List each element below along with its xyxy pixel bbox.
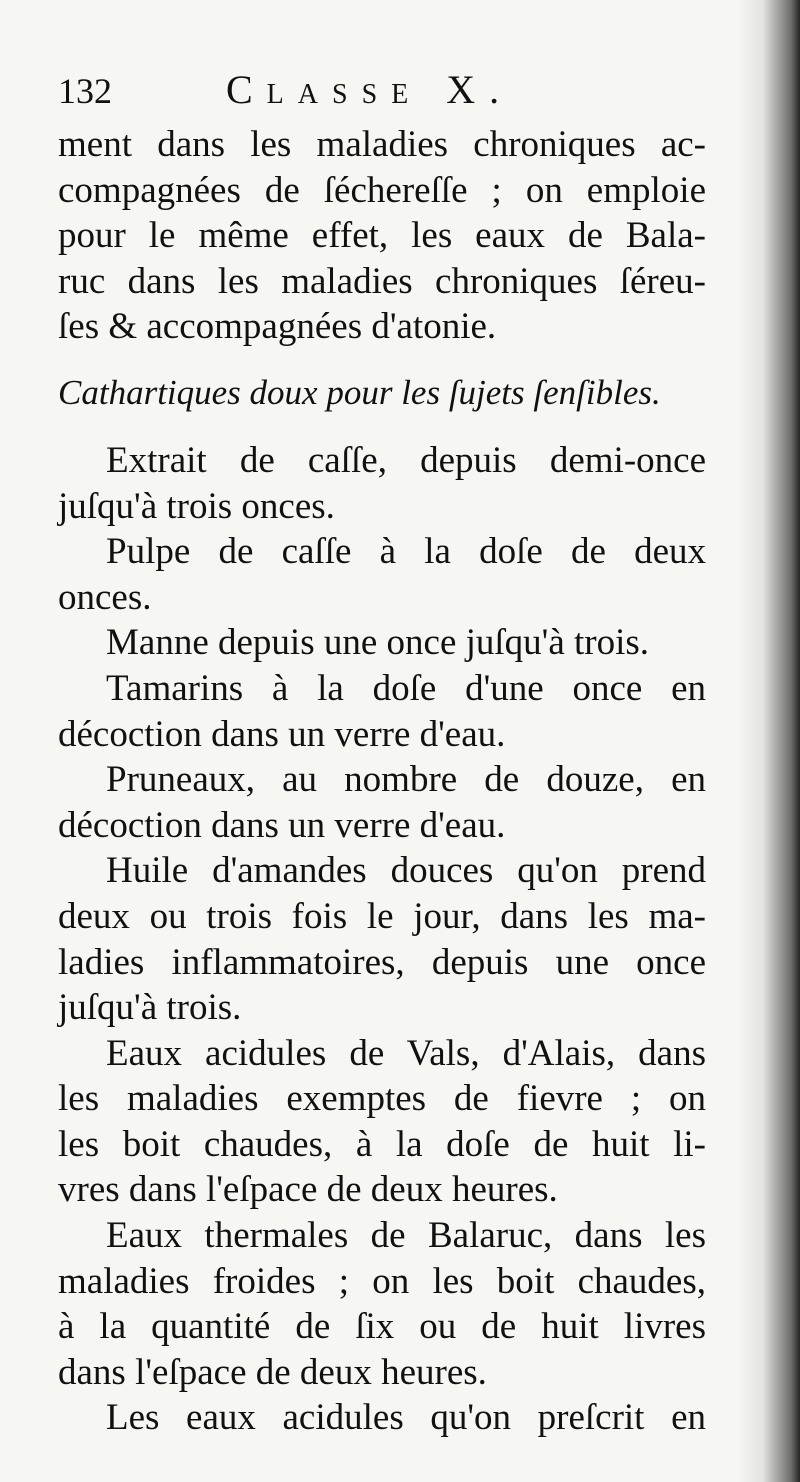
intro-paragraph	[58, 122, 706, 350]
text-line: ladies inflammatoires, depuis une once	[58, 941, 706, 983]
text-line: décoction dans un verre d'eau.	[58, 713, 506, 755]
entry-tamarinds	[58, 666, 706, 757]
text-line: Eaux acidules de Vals, d'Alais, dans	[106, 1032, 706, 1074]
text-line: Eaux thermales de Balaruc, dans les	[106, 1215, 706, 1257]
text-line: pour le même effet, les eaux de Bala-	[58, 215, 706, 257]
entry-casse-extract	[58, 438, 706, 529]
page-number: 132	[58, 71, 112, 111]
entry-prunes	[58, 757, 706, 848]
entry-casse-pulp	[58, 529, 706, 620]
entry-almond-oil	[58, 848, 706, 1030]
page-gutter-shadow	[738, 0, 800, 1482]
text-line: les boit chaudes, à la doſe de huit li-	[58, 1123, 706, 1165]
text-line: Pulpe de caſſe à la doſe de deux	[106, 531, 706, 573]
text-line: onces.	[58, 576, 152, 618]
text-line: deux ou trois fois le jour, dans les ma-	[58, 895, 706, 937]
section-heading: Cathartiques doux pour les ſujets ſenſibles.	[58, 372, 661, 412]
text-line: à la quantité de ſix ou de huit livres	[58, 1306, 706, 1348]
entry-manna	[58, 620, 706, 666]
text-line: ment dans les maladies chroniques ac-	[58, 124, 706, 165]
entry-acidulous-waters	[58, 1031, 706, 1213]
running-head	[58, 62, 706, 122]
text-line: compagnées de ſécherеſſe ; on emploie	[58, 169, 706, 211]
entry-thermal-waters	[58, 1213, 706, 1395]
text-line: vres dans l'eſpace de deux heures.	[58, 1169, 558, 1211]
text-line: Tamarins à la doſe d'une once en	[106, 667, 706, 709]
text-line: ruc dans les maladies chroniques ſéreu-	[58, 260, 706, 302]
text-line: les maladies exemptes de fievre ; on	[58, 1078, 706, 1120]
entry-prescribed-waters	[58, 1395, 706, 1441]
text-line: ſes & accompagnées d'atonie.	[58, 306, 497, 348]
text-line: maladies froides ; on les boit chaudes,	[58, 1260, 706, 1302]
page-text	[58, 62, 706, 1441]
text-line: Les eaux acidules qu'on preſcrit en	[106, 1397, 706, 1439]
text-line: Huile d'amandes douces qu'on prend	[106, 850, 706, 892]
chapter-title: Classe X.	[226, 67, 514, 112]
text-line: juſqu'à trois.	[58, 987, 242, 1029]
text-line: décoction dans un verre d'eau.	[58, 804, 506, 846]
text-line: Manne depuis une once juſqu'à trois.	[106, 622, 650, 664]
text-line: dans l'eſpace de deux heures.	[58, 1351, 487, 1393]
text-line: Pruneaux, au nombre de douze, en	[106, 759, 706, 801]
text-line: juſqu'à trois onces.	[58, 485, 335, 527]
text-line: Extrait de caſſe, depuis demi-once	[106, 439, 706, 481]
